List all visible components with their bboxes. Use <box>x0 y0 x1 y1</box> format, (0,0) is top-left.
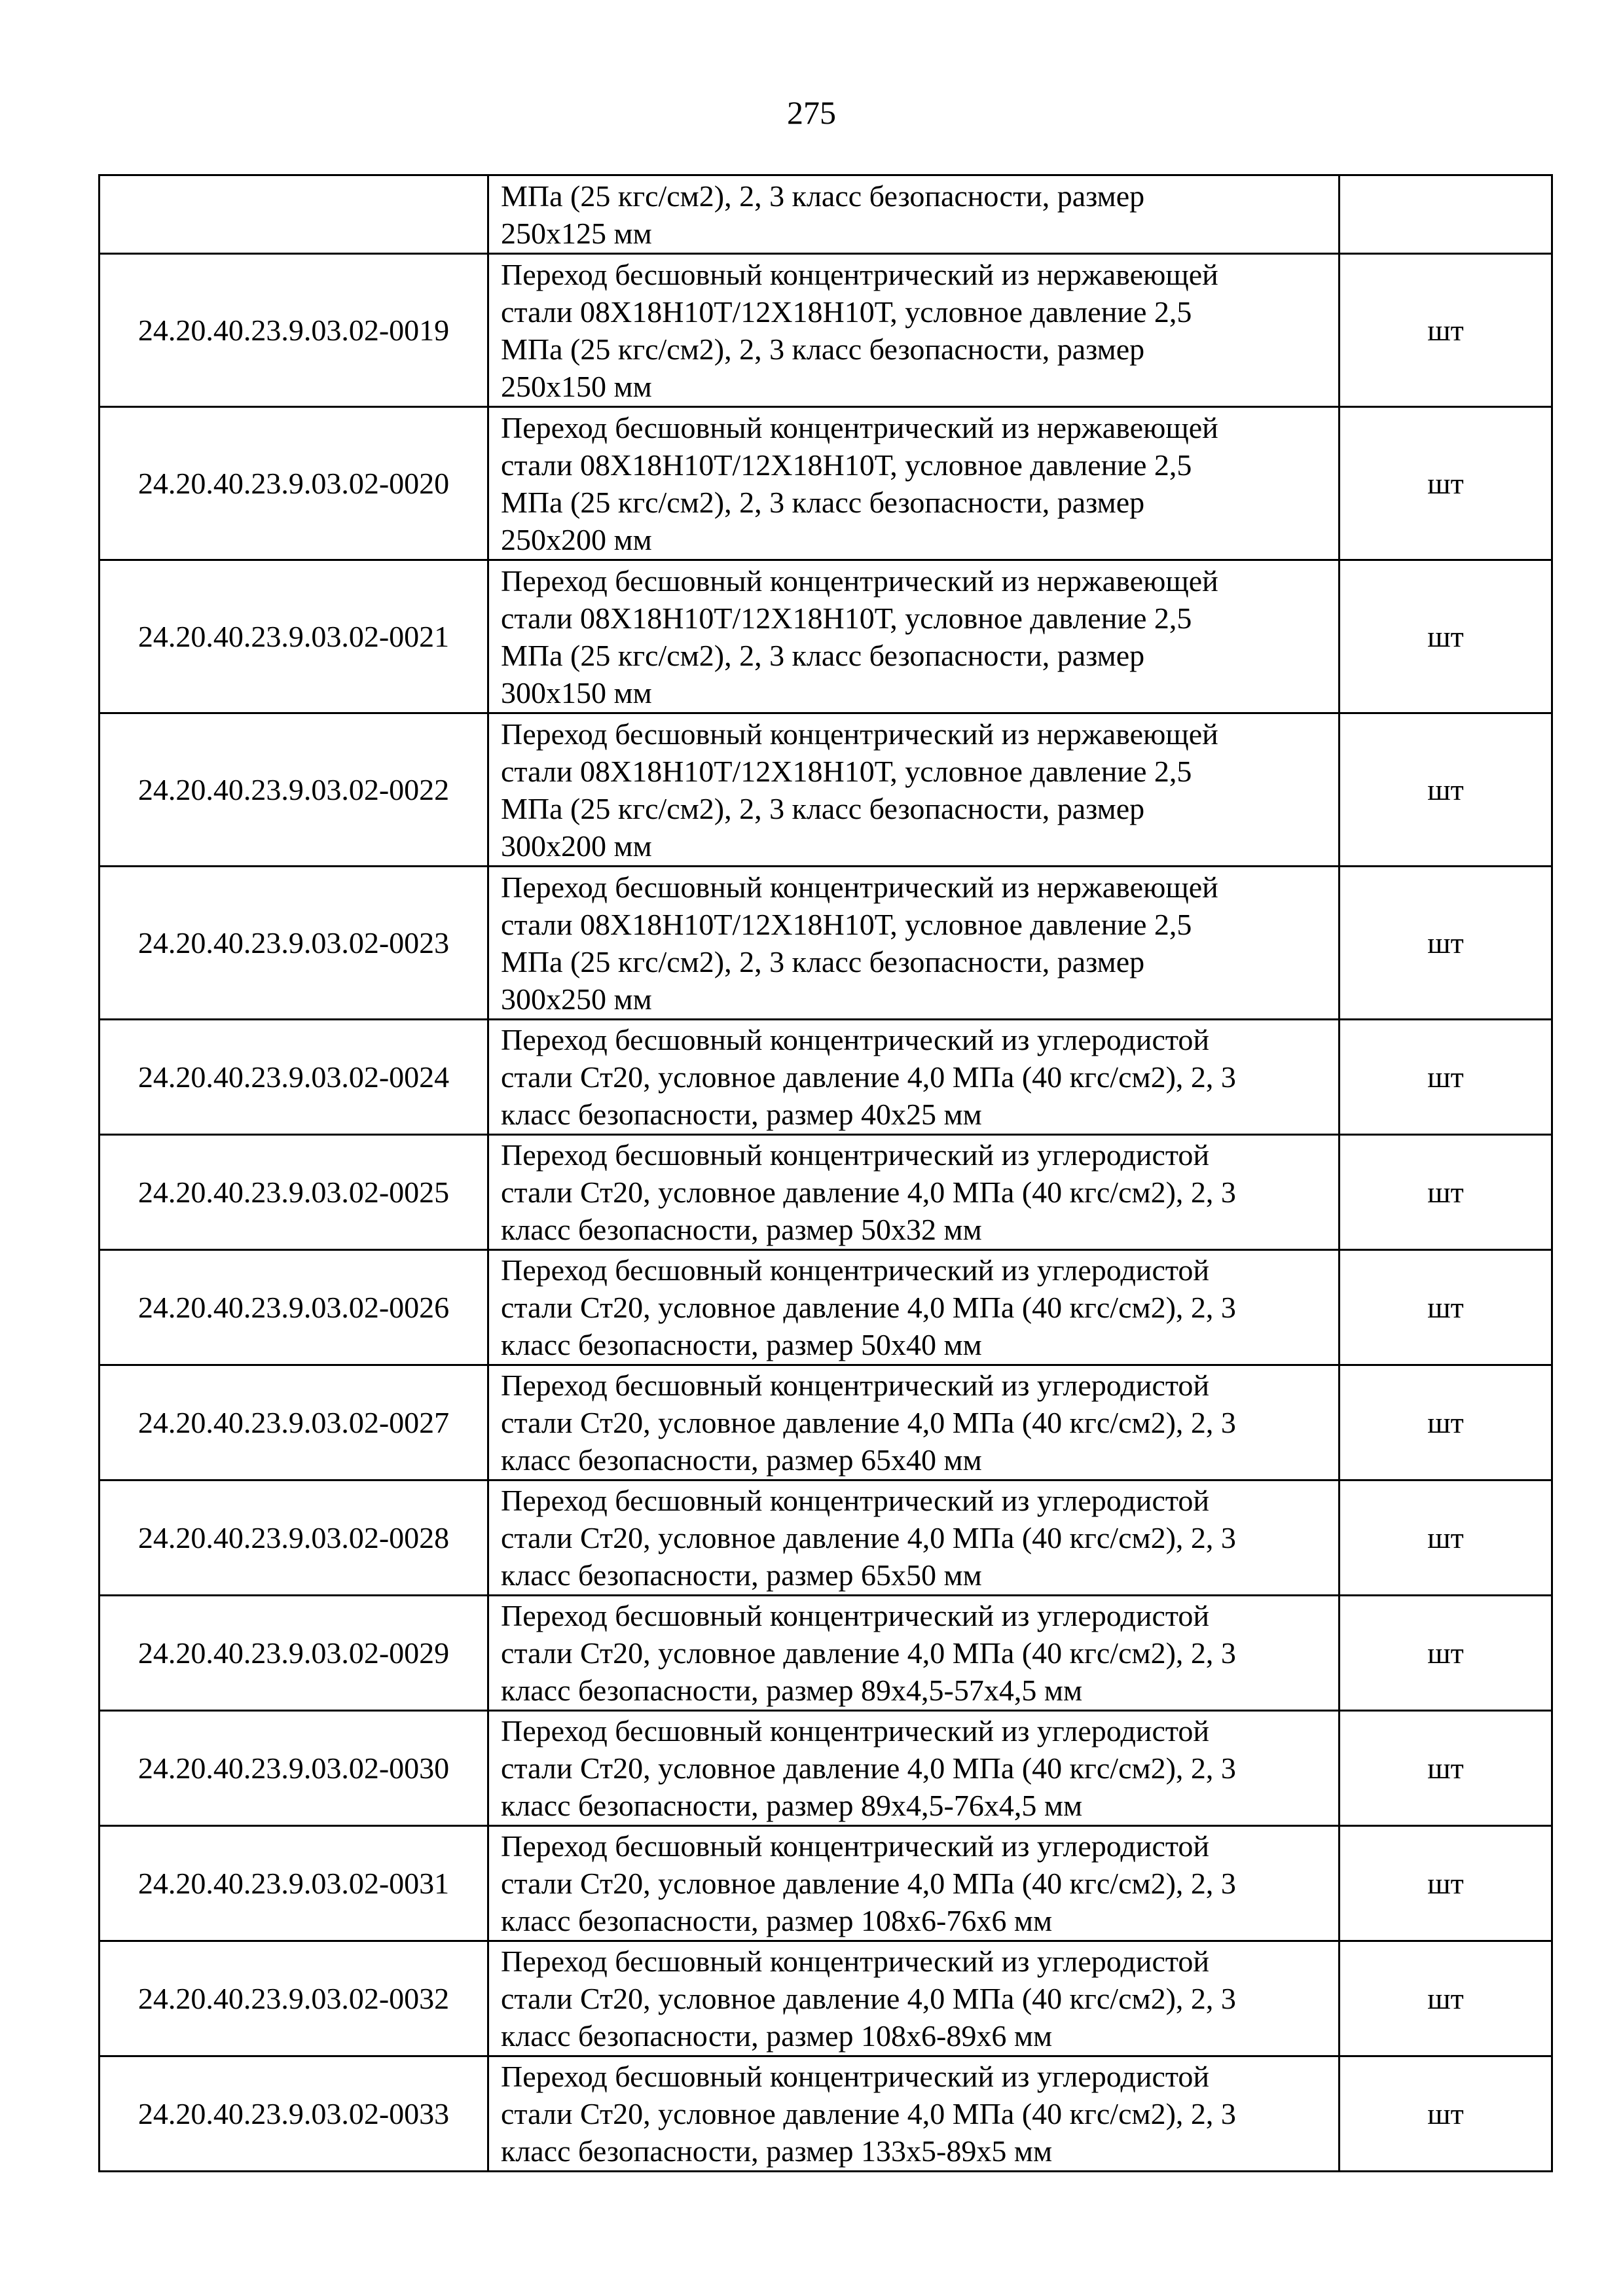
item-code: 24.20.40.23.9.03.02-0031 <box>100 1826 488 1941</box>
item-unit: шт <box>1340 713 1552 867</box>
item-code: 24.20.40.23.9.03.02-0030 <box>100 1711 488 1826</box>
item-code: 24.20.40.23.9.03.02-0028 <box>100 1480 488 1596</box>
item-unit: шт <box>1340 254 1552 407</box>
table-row <box>100 175 1552 254</box>
table-row <box>100 1480 1552 1596</box>
item-description: Переход бесшовный концентрический из нержавеющей стали 08Х18Н10Т/12Х18Н10Т, условное давление 2,5 МПа (25 кгс/см2), 2, 3 класс безопасности, размер 300х150 мм <box>488 560 1340 713</box>
item-unit: шт <box>1340 867 1552 1020</box>
item-code: 24.20.40.23.9.03.02-0023 <box>100 867 488 1020</box>
table-row <box>100 1711 1552 1826</box>
item-code: 24.20.40.23.9.03.02-0024 <box>100 1020 488 1135</box>
item-code: 24.20.40.23.9.03.02-0022 <box>100 713 488 867</box>
item-code: 24.20.40.23.9.03.02-0025 <box>100 1135 488 1250</box>
item-description: Переход бесшовный концентрический из углеродистой стали Ст20, условное давление 4,0 МПа (40 кгс/см2), 2, 3 класс безопасности, размер 108х6-76х6 мм <box>488 1826 1340 1941</box>
item-description: Переход бесшовный концентрический из нержавеющей стали 08Х18Н10Т/12Х18Н10Т, условное давление 2,5 МПа (25 кгс/см2), 2, 3 класс безопасности, размер 300х200 мм <box>488 713 1340 867</box>
specification-table-body <box>100 175 1552 2172</box>
item-description: Переход бесшовный концентрический из углеродистой стали Ст20, условное давление 4,0 МПа (40 кгс/см2), 2, 3 класс безопасности, размер 89х4,5-57х4,5 мм <box>488 1596 1340 1711</box>
item-description: Переход бесшовный концентрический из углеродистой стали Ст20, условное давление 4,0 МПа (40 кгс/см2), 2, 3 класс безопасности, размер 65х50 мм <box>488 1480 1340 1596</box>
item-description: Переход бесшовный концентрический из углеродистой стали Ст20, условное давление 4,0 МПа (40 кгс/см2), 2, 3 класс безопасности, размер 108х6-89х6 мм <box>488 1941 1340 2056</box>
item-unit: шт <box>1340 1135 1552 1250</box>
item-code: 24.20.40.23.9.03.02-0020 <box>100 407 488 560</box>
item-code: 24.20.40.23.9.03.02-0026 <box>100 1250 488 1365</box>
table-row <box>100 1826 1552 1941</box>
table-row <box>100 254 1552 407</box>
item-unit: шт <box>1340 1365 1552 1480</box>
table-row <box>100 1596 1552 1711</box>
item-description: Переход бесшовный концентрический из углеродистой стали Ст20, условное давление 4,0 МПа (40 кгс/см2), 2, 3 класс безопасности, размер 50х32 мм <box>488 1135 1340 1250</box>
item-description: Переход бесшовный концентрический из нержавеющей стали 08Х18Н10Т/12Х18Н10Т, условное давление 2,5 МПа (25 кгс/см2), 2, 3 класс безопасности, размер 300х250 мм <box>488 867 1340 1020</box>
table-row <box>100 407 1552 560</box>
item-code: 24.20.40.23.9.03.02-0019 <box>100 254 488 407</box>
page-number: 275 <box>787 94 836 131</box>
item-code: 24.20.40.23.9.03.02-0021 <box>100 560 488 713</box>
table-row <box>100 2056 1552 2172</box>
item-unit: шт <box>1340 1480 1552 1596</box>
item-code: 24.20.40.23.9.03.02-0033 <box>100 2056 488 2172</box>
item-code <box>100 175 488 254</box>
table-row <box>100 1365 1552 1480</box>
item-description: МПа (25 кгс/см2), 2, 3 класс безопасности, размер 250х125 мм <box>488 175 1340 254</box>
item-code: 24.20.40.23.9.03.02-0027 <box>100 1365 488 1480</box>
item-unit: шт <box>1340 1020 1552 1135</box>
item-unit: шт <box>1340 560 1552 713</box>
table-row <box>100 1250 1552 1365</box>
item-description: Переход бесшовный концентрический из углеродистой стали Ст20, условное давление 4,0 МПа (40 кгс/см2), 2, 3 класс безопасности, размер 65х40 мм <box>488 1365 1340 1480</box>
item-description: Переход бесшовный концентрический из углеродистой стали Ст20, условное давление 4,0 МПа (40 кгс/см2), 2, 3 класс безопасности, размер 89х4,5-76х4,5 мм <box>488 1711 1340 1826</box>
table-row <box>100 1135 1552 1250</box>
specification-table <box>98 174 1553 2172</box>
item-unit: шт <box>1340 1941 1552 2056</box>
item-code: 24.20.40.23.9.03.02-0032 <box>100 1941 488 2056</box>
item-unit: шт <box>1340 1250 1552 1365</box>
item-description: Переход бесшовный концентрический из нержавеющей стали 08Х18Н10Т/12Х18Н10Т, условное давление 2,5 МПа (25 кгс/см2), 2, 3 класс безопасности, размер 250х150 мм <box>488 254 1340 407</box>
item-unit: шт <box>1340 1826 1552 1941</box>
table-row <box>100 867 1552 1020</box>
table-row <box>100 1941 1552 2056</box>
item-unit: шт <box>1340 407 1552 560</box>
table-row <box>100 560 1552 713</box>
item-unit: шт <box>1340 1711 1552 1826</box>
item-description: Переход бесшовный концентрический из углеродистой стали Ст20, условное давление 4,0 МПа (40 кгс/см2), 2, 3 класс безопасности, размер 133х5-89х5 мм <box>488 2056 1340 2172</box>
item-description: Переход бесшовный концентрический из углеродистой стали Ст20, условное давление 4,0 МПа (40 кгс/см2), 2, 3 класс безопасности, размер 40х25 мм <box>488 1020 1340 1135</box>
item-description: Переход бесшовный концентрический из нержавеющей стали 08Х18Н10Т/12Х18Н10Т, условное давление 2,5 МПа (25 кгс/см2), 2, 3 класс безопасности, размер 250х200 мм <box>488 407 1340 560</box>
item-unit <box>1340 175 1552 254</box>
item-description: Переход бесшовный концентрический из углеродистой стали Ст20, условное давление 4,0 МПа (40 кгс/см2), 2, 3 класс безопасности, размер 50х40 мм <box>488 1250 1340 1365</box>
item-code: 24.20.40.23.9.03.02-0029 <box>100 1596 488 1711</box>
table-row <box>100 713 1552 867</box>
item-unit: шт <box>1340 1596 1552 1711</box>
table-row <box>100 1020 1552 1135</box>
item-unit: шт <box>1340 2056 1552 2172</box>
